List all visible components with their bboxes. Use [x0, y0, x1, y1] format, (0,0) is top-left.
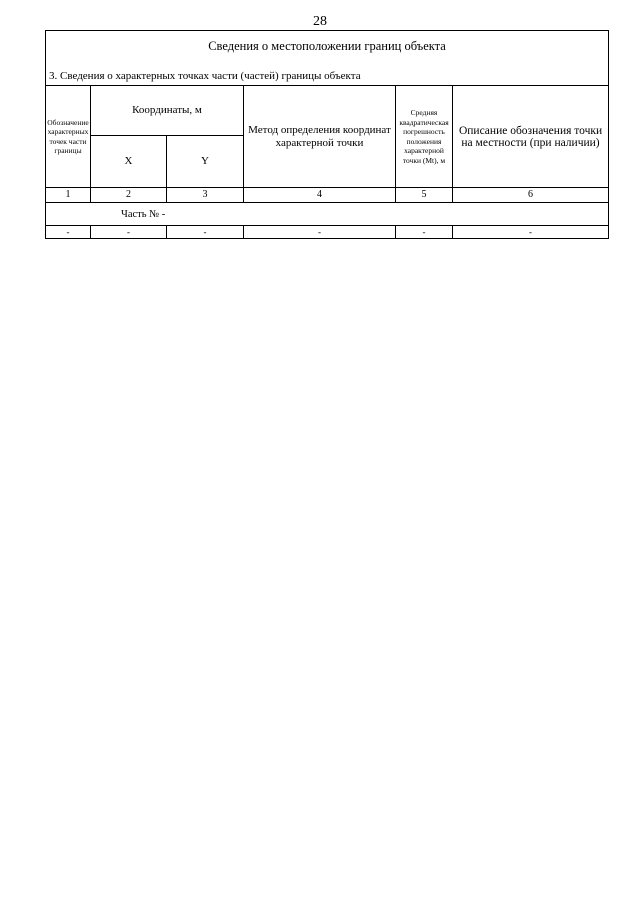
table-cell: -: [244, 226, 396, 239]
table-cell: -: [91, 226, 167, 239]
header-coordinates: Координаты, м: [91, 86, 244, 136]
header-point-designation: Обозначение характерных точек части границы: [46, 86, 91, 188]
table-cell: -: [396, 226, 453, 239]
table-cell: -: [46, 226, 91, 239]
part-label: Часть № -: [46, 203, 609, 226]
column-number-4: 4: [244, 188, 396, 203]
header-mean-error: Средняя квадратическая погрешность положения характерной точки (Mt), м: [396, 86, 453, 188]
column-number-6: 6: [453, 188, 609, 203]
column-number-1: 1: [46, 188, 91, 203]
title-cell: [46, 31, 609, 86]
header-method: Метод определения координат характерной точки: [244, 86, 396, 188]
column-number-3: 3: [167, 188, 244, 203]
table-cell: -: [167, 226, 244, 239]
column-number-2: 2: [91, 188, 167, 203]
table-row: [46, 226, 609, 239]
header-y: Y: [167, 136, 244, 188]
characteristic-points-table: [45, 30, 609, 239]
header-x: X: [91, 136, 167, 188]
section-subtitle: 3. Сведения о характерных точках части (частей) границы объекта: [49, 70, 361, 82]
column-number-5: 5: [396, 188, 453, 203]
page-number: 28: [313, 14, 327, 29]
header-description: Описание обозначения точки на местности (при наличии): [453, 86, 609, 188]
table-cell: -: [453, 226, 609, 239]
section-title: Сведения о местоположении границ объекта: [208, 39, 446, 53]
